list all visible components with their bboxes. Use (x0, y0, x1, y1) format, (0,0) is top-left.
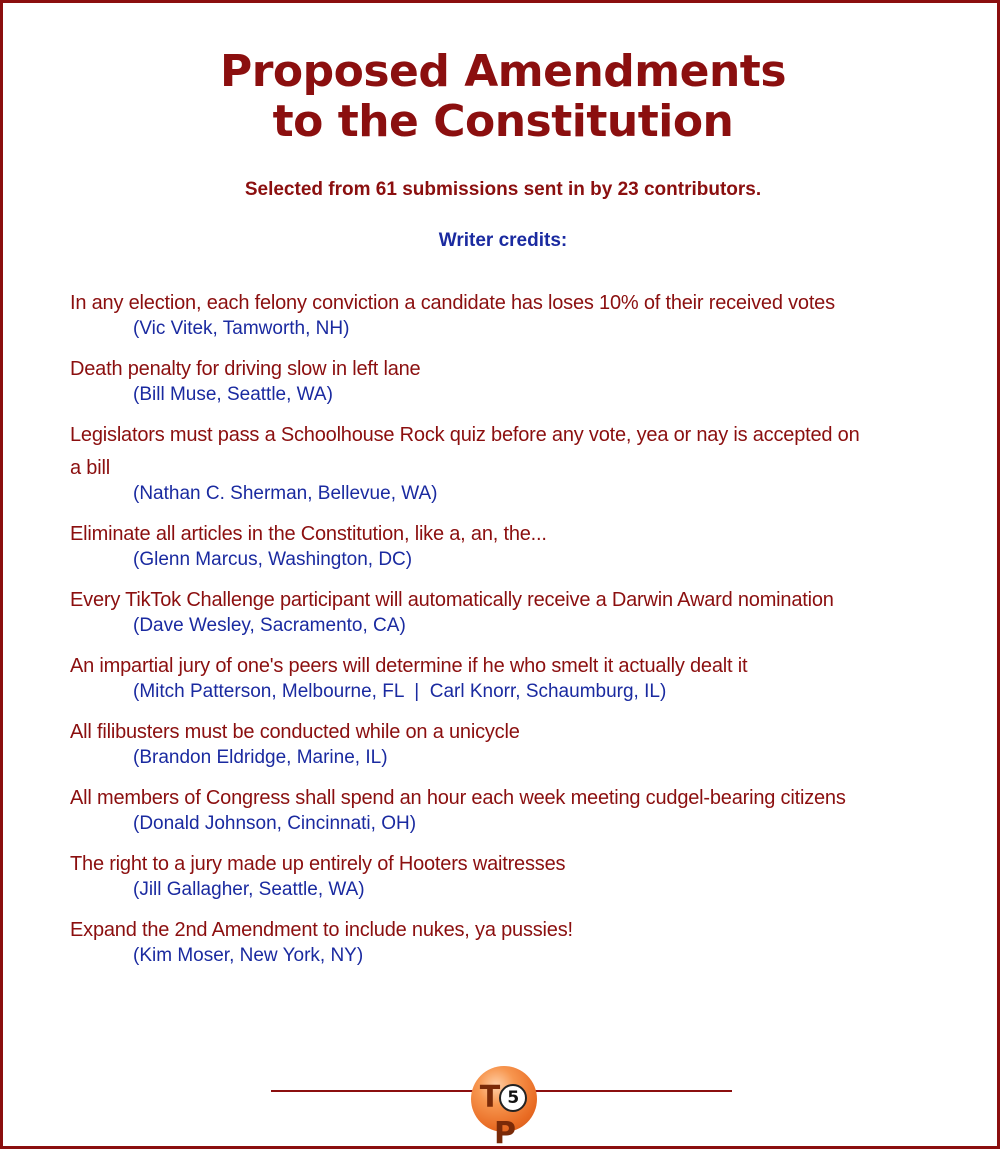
title-line-1: Proposed Amendments (219, 46, 787, 97)
subtitle: Selected from 61 submissions sent in by 23 contributors. (244, 179, 762, 200)
list-item (70, 518, 970, 572)
divider-left (271, 1090, 475, 1092)
amendment-text: In any election, each felony conviction a candidate has loses 10% of their received votes (70, 292, 835, 314)
list-item (70, 848, 970, 902)
amendment-text: Death penalty for driving slow in left lane (70, 358, 421, 380)
amendment-credit: (Nathan C. Sherman, Bellevue, WA) (133, 483, 438, 504)
list-item (70, 419, 970, 506)
amendment-credit: (Jill Gallagher, Seattle, WA) (133, 879, 365, 900)
logo-text (471, 1080, 537, 1152)
list-item (70, 287, 970, 341)
list-item (70, 914, 970, 968)
amendment-text: All filibusters must be conducted while on a unicycle (70, 721, 520, 743)
list-item (70, 650, 970, 704)
amendment-credit: (Kim Moser, New York, NY) (133, 945, 364, 966)
amendment-credit: (Brandon Eldridge, Marine, IL) (133, 747, 388, 768)
title-line-2: to the Constitution (272, 96, 734, 147)
page-title (3, 47, 1000, 147)
amendments-list (70, 287, 970, 980)
writer-credits-label: Writer credits: (438, 230, 568, 251)
amendment-text: All members of Congress shall spend an hour each week meeting cudgel-bearing citizens (70, 787, 846, 809)
amendment-text: Expand the 2nd Amendment to include nukes, ya pussies! (70, 919, 573, 941)
logo-letter-t: T (479, 1080, 499, 1115)
amendment-credit: (Bill Muse, Seattle, WA) (133, 384, 333, 405)
list-item (70, 716, 970, 770)
amendment-text: The right to a jury made up entirely of Hooters waitresses (70, 853, 566, 875)
list-item (70, 782, 970, 836)
amendment-credit: (Mitch Patterson, Melbourne, FL | Carl Knorr, Schaumburg, IL) (133, 681, 667, 702)
amendment-text: Eliminate all articles in the Constitution, like a, an, the... (70, 523, 547, 545)
divider-right (535, 1090, 732, 1092)
amendment-credit: (Donald Johnson, Cincinnati, OH) (133, 813, 417, 834)
list-item (70, 353, 970, 407)
top5-logo-icon (471, 1066, 537, 1151)
logo-number-ball: 5 (499, 1084, 527, 1112)
list-item (70, 584, 970, 638)
amendment-text: Every TikTok Challenge participant will automatically receive a Darwin Award nomination (70, 589, 834, 611)
amendment-text: An impartial jury of one's peers will determine if he who smelt it actually dealt it (70, 655, 748, 677)
amendment-text: Legislators must pass a Schoolhouse Rock quiz before any vote, yea or nay is accepted on a bill (70, 424, 860, 479)
amendment-credit: (Dave Wesley, Sacramento, CA) (133, 615, 406, 636)
amendment-credit: (Vic Vitek, Tamworth, NH) (133, 318, 350, 339)
logo-letter-p: P (494, 1116, 514, 1151)
amendment-credit: (Glenn Marcus, Washington, DC) (133, 549, 413, 570)
